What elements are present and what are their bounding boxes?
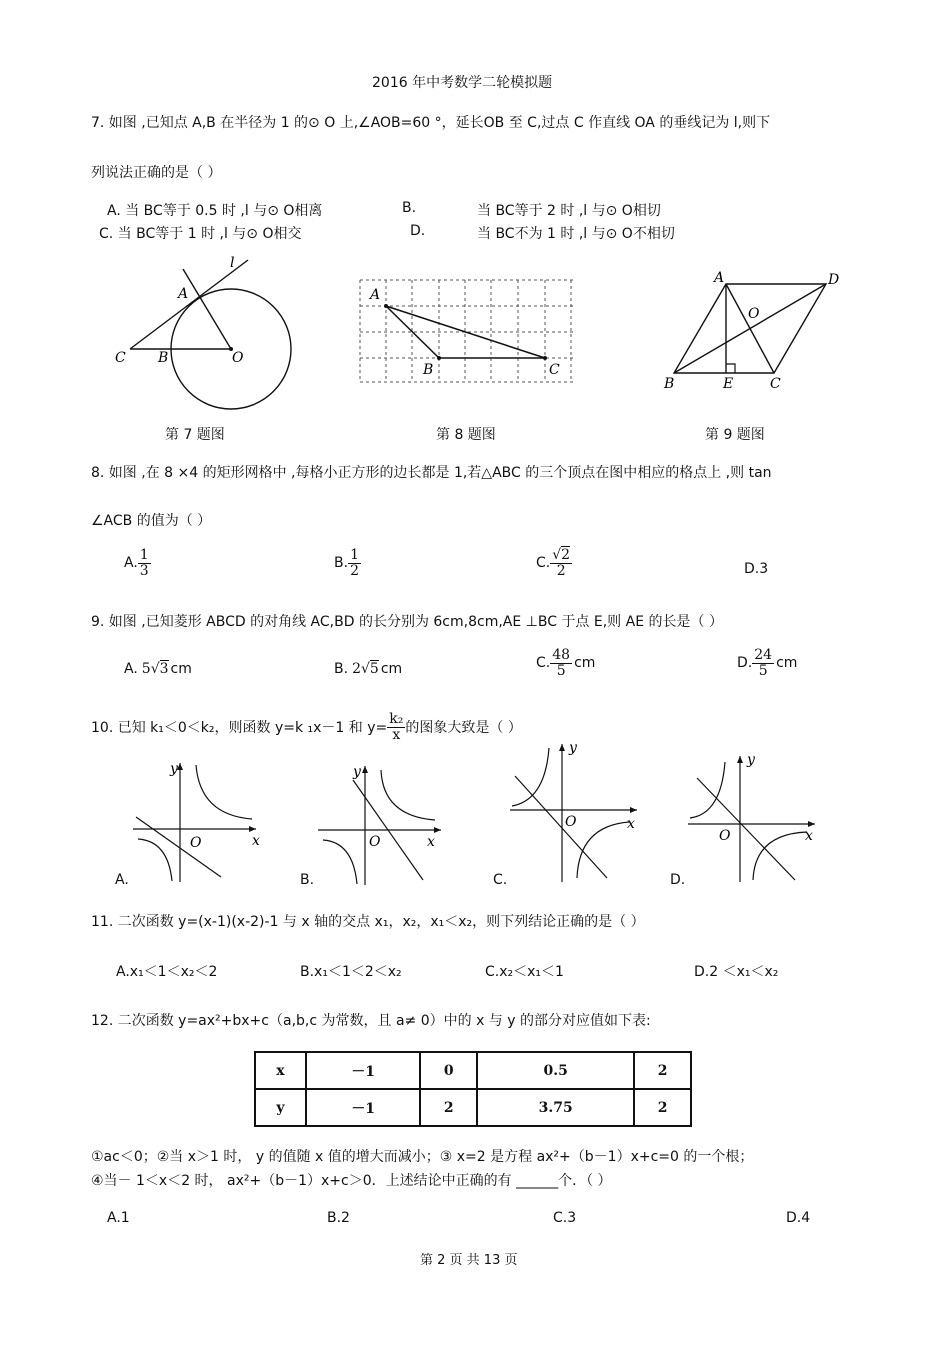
q11-option-c: C.x₂＜x₁＜1 xyxy=(485,964,564,980)
q10-option-b-label: B. xyxy=(300,872,315,888)
q7-stem-line2: 列说法正确的是（ ） xyxy=(91,165,222,181)
label-l: l xyxy=(230,255,235,271)
q9-stem: 9. 如图 ,已知菱形 ABCD 的对角线 AC,BD 的长分别为 6cm,8cm,AE ⊥BC 于点 E,则 AE 的长是（ ） xyxy=(91,614,723,630)
table-cell: 3.75 xyxy=(477,1089,634,1126)
option-label: C. xyxy=(536,555,551,572)
q7-option-d: 当 BC不为 1 时 ,l 与⊙ O不相切 xyxy=(477,226,675,242)
q7-option-b: 当 BC等于 2 时 ,l 与⊙ O相切 xyxy=(477,203,661,219)
label-b: B xyxy=(158,350,169,366)
q8-option-a xyxy=(124,548,151,578)
table-cell: 0.5 xyxy=(477,1052,634,1089)
table-cell: 2 xyxy=(634,1089,691,1126)
svg-text:y: y xyxy=(353,764,361,780)
label-c: C xyxy=(115,350,126,366)
q10-graph-c xyxy=(507,740,642,885)
fraction: $\frac{1}{2}$ xyxy=(350,547,359,579)
page-title: 2016 年中考数学二轮模拟题 xyxy=(372,75,553,91)
q11-option-d: D.2 ＜x₁＜x₂ xyxy=(694,964,779,980)
label-a: A xyxy=(178,286,189,302)
q8-option-b xyxy=(334,548,361,578)
label-b: B xyxy=(423,362,434,378)
table-cell: x xyxy=(255,1052,306,1089)
fraction: $\frac{√2}{2}$ xyxy=(552,547,571,579)
q7-option-b-label: B. xyxy=(402,200,417,216)
label-c: C xyxy=(770,376,781,392)
segment-oa xyxy=(183,269,231,349)
q12-option-a: A.1 xyxy=(107,1210,130,1226)
q9-option-c: C. $\frac{48}{5}$ cm xyxy=(536,647,596,679)
fraction: $\frac{\text{k₂}}{x}$ xyxy=(389,711,404,743)
q11-option-a: A.x₁＜1＜x₂＜2 xyxy=(116,964,218,980)
q9-option-d: D. $\frac{24}{5}$ cm xyxy=(737,647,798,679)
q9-option-b: B. 2√5 cm xyxy=(334,661,403,677)
q11-stem: 11. 二次函数 y=(x-1)(x-2)-1 与 x 轴的交点 x₁，x₂，x₁＜x₂，则下列结论正确的是（ ） xyxy=(91,914,645,930)
label-b: B xyxy=(664,376,675,392)
q12-option-c: C.3 xyxy=(553,1210,577,1226)
q11-option-b: B.x₁＜1＜2＜x₂ xyxy=(300,964,402,980)
page-footer: 第 2 页 共 13 页 xyxy=(420,1253,518,1268)
q12-option-d: D.4 xyxy=(786,1210,811,1226)
table-cell: 2 xyxy=(420,1089,477,1126)
q10-graph-d xyxy=(685,752,820,885)
q12-stem: 12. 二次函数 y=ax²+bx+c（a,b,c 为常数，且 a≠ 0）中的 x 与 y 的部分对应值如下表: xyxy=(91,1013,651,1029)
label-o: O xyxy=(748,306,760,322)
figure-9 xyxy=(660,268,850,393)
q12-statements-line2: ④当－ 1＜x＜2 时， ax²+（b－1）x+c＞0．上述结论中正确的有 ______个．（ ） xyxy=(91,1173,612,1189)
figure-8 xyxy=(355,275,580,385)
caption-fig7: 第 7 题图 xyxy=(165,427,225,443)
svg-text:y: y xyxy=(170,761,178,777)
q10-option-d-label: D. xyxy=(670,872,686,888)
figure-7 xyxy=(110,255,300,410)
fraction: $\frac{1}{3}$ xyxy=(139,547,149,579)
q8-stem-line2: ∠ACB 的值为（ ） xyxy=(91,513,212,529)
table-row xyxy=(255,1089,691,1126)
q8-stem-line1: 8. 如图 ,在 8 ×4 的矩形网格中 ,每格小正方形的边长都是 1,若△ABC 的三个顶点在图中相应的格点上 ,则 tan xyxy=(91,465,772,481)
value-table xyxy=(254,1051,692,1127)
q10-option-a-label: A. xyxy=(115,872,129,888)
table-cell: －1 xyxy=(306,1052,420,1089)
svg-text:O: O xyxy=(565,814,577,830)
caption-fig9: 第 9 题图 xyxy=(705,427,765,443)
q9-option-a: A. 5√3 cm xyxy=(124,661,192,677)
q10-graph-b xyxy=(313,760,448,888)
table-cell: y xyxy=(255,1089,306,1126)
line-l xyxy=(130,260,248,349)
label-o: O xyxy=(232,350,244,366)
option-label: A. xyxy=(124,555,138,572)
diagonal-bd xyxy=(674,284,826,373)
label-e: E xyxy=(723,376,734,392)
svg-text:O: O xyxy=(369,834,381,850)
table-cell: －1 xyxy=(306,1089,420,1126)
q10-graph-a xyxy=(128,757,263,885)
table-cell: 2 xyxy=(634,1052,691,1089)
table-cell: 0 xyxy=(420,1052,477,1089)
label-a: A xyxy=(714,270,725,286)
svg-text:x: x xyxy=(805,828,813,844)
q7-option-a: A. 当 BC等于 0.5 时 ,l 与⊙ O相离 xyxy=(107,203,323,219)
label-a: A xyxy=(370,287,381,303)
q12-statements-line1: ①ac＜0；②当 x＞1 时， y 的值随 x 值的增大而减小；③ x=2 是方程 ax²+（b－1）x+c=0 的一个根； xyxy=(91,1149,754,1165)
svg-text:y: y xyxy=(569,740,577,756)
q12-option-b: B.2 xyxy=(327,1210,350,1226)
table-row xyxy=(255,1052,691,1089)
caption-fig8: 第 8 题图 xyxy=(436,427,496,443)
q7-option-d-label: D. xyxy=(410,223,426,239)
q7-stem-line1: 7. 如图 ,已知点 A,B 在半径为 1 的⊙ O 上,∠AOB=60 °，延长OB 至 C,过点 C 作直线 OA 的垂线记为 l,则下 xyxy=(91,115,771,131)
svg-text:x: x xyxy=(252,833,260,849)
q8-option-c xyxy=(536,548,572,578)
svg-text:y: y xyxy=(747,752,755,768)
option-label: B. xyxy=(334,555,349,572)
svg-text:O: O xyxy=(190,835,202,851)
q8-option-d: D.3 xyxy=(744,561,769,577)
svg-text:x: x xyxy=(427,834,435,850)
label-c: C xyxy=(549,362,560,378)
label-d: D xyxy=(828,272,840,288)
svg-text:O: O xyxy=(719,828,731,844)
q10-option-c-label: C. xyxy=(493,872,508,888)
svg-text:x: x xyxy=(627,816,635,832)
q10-stem: 10. 已知 k₁＜0＜k₂，则函数 y=k ₁x－1 和 y= $\frac{\text{k₂}}{x}$ 的图象大致是（ ） xyxy=(91,711,522,743)
q7-option-c: C. 当 BC等于 1 时 ,l 与⊙ O相交 xyxy=(99,226,302,242)
